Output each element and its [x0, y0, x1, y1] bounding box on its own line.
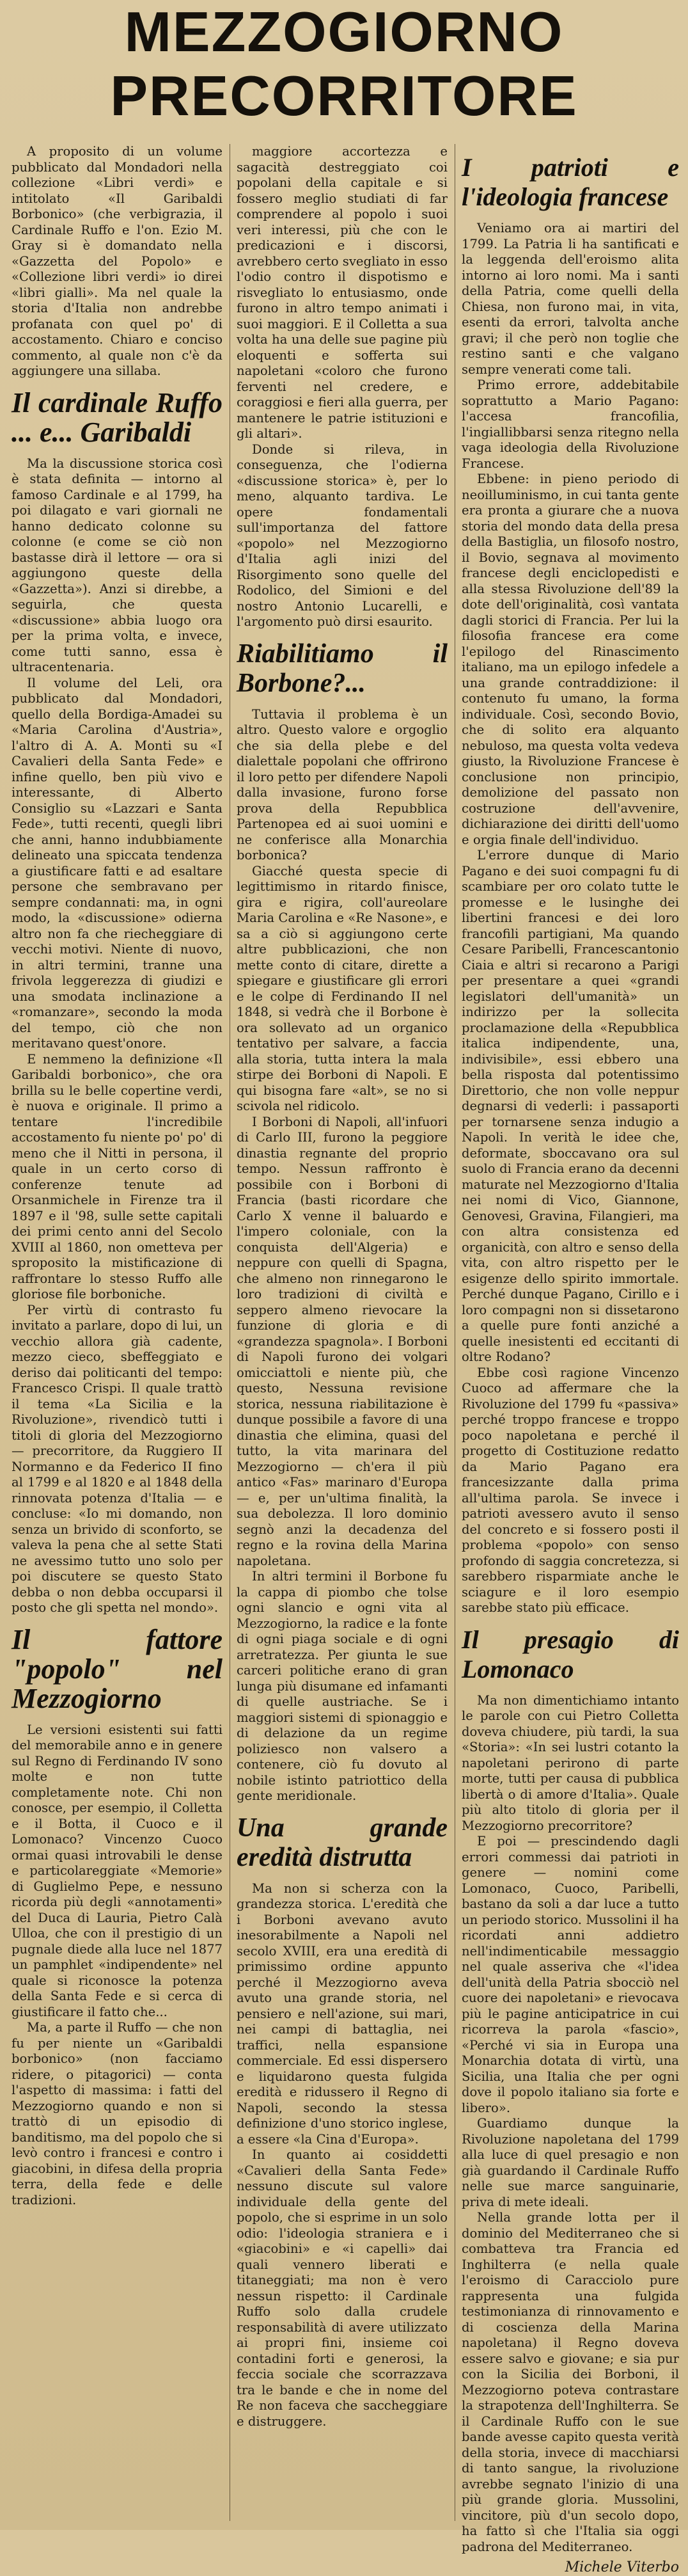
paragraph: Guardiamo dunque la Rivoluzione napoletana del 1799 alla luce di quel presagio e non già guardando il Cardinale Ruffo nelle sue marce sanguinarie, priva di mete ideali.	[462, 2116, 679, 2209]
paragraph: E poi — prescindendo dagli errori commessi dai patrioti in genere — nomini come Lomonaco, Cuoco, Paribelli, bastano da soli a dar luce a tutto un periodo storico. Mussolini il ha ricordati anni addietro nell'indimenticabile messaggio nel quale asseriva che «l'idea dell'unità della Patria sbocciò nel cuore dei napoletani» e rievocava più le pagine anticipatrice in cui ricorreva la parola «fascio», «Perché vi sia in Europa una Monarchia dotata di virtù, una Sicilia, una Italia che per ogni dove il popolo italiano sia forte e libero».	[462, 1834, 679, 2115]
paragraph: Le versioni esistenti sui fatti del memorabile anno e in genere sul Regno di Ferdinando IV sono molte e non tutte completamente note. Chi non conosce, per esempio, il Colletta e il Botta, il Cuoco e il Lomonaco? Vincenzo Cuoco ormai quasi introvabili le dense e particolareggiate «Memorie» di Guglielmo Pepe, e nessuno ricorda più degli «annotamenti» del Duca di Lauria, Pietro Calà Ulloa, che con il prestigio di un pugnale diede alla luce nel 1877 un pamphlet «indipendente» nel quale si riconosce la potenza della Santa Fede e si cerca di giustificare il fatto che...	[12, 1722, 223, 2019]
subheading: Il fattore "popolo" nel Mezzogiorno	[12, 1623, 223, 1714]
subheading: Il cardinale Ruffo ... e... Garibaldi	[12, 386, 223, 448]
paragraph: Per virtù di contrasto fu invitato a parlare, dopo di lui, un vecchio allora già cadente, mezzo cieco, sbeffeggiato e deriso dai politicanti del tempo: Francesco Crispi. Il quale trattò il tema «La Sicilia e la Rivoluzione», rivendicò tutti i titoli di gloria del Mezzogiorno — precorritore, da Ruggiero II Normanno e da Federico II fino al 1799 e al 1820 e al 1848 della rinnovata potenza d'Italia — e concluse: «Io mi domando, non senza un brivido di sconforto, se valeva la pena che al sette Stati ne avessimo tutto uno solo per poi discutere se questo Stato debba o non debba occuparsi il posto che gli spetta nel mondo».	[12, 1302, 223, 1615]
paragraph: Ma, a parte il Ruffo — che non fu per niente un «Garibaldi borbonico» (non facciamo ridere, o pitagorici) — conta l'aspetto di massima: i fatti del Mezzogiorno quando e non si trattò di un episodio di banditismo, ma del popolo che si levò contro i francesi e contro i giacobini, in difesa della propria terra, della fede e delle tradizioni.	[12, 2020, 223, 2207]
paragraph: Veniamo ora ai martiri del 1799. La Patria li ha santificati e la leggenda dell'eroismo alita intorno ai loro nomi. Ma i santi della Patria, come quelli della Chiesa, non furono mai, in vita, esenti da errori, talvolta anche gravi; il che però non toglie che restino santi e che valgano sempre venerati come tali.	[462, 221, 679, 377]
paragraph: In altri termini il Borbone fu la cappa di piombo che tolse ogni slancio e ogni vita al Mezzogiorno, la radice e la fonte di ogni piaga sociale e di ogni arretratezza. Per giunta le sue carceri politiche erano di gran lunga più disumane ed infamanti di quelle austriache. Se i maggiori sistemi di spionaggio e di delazione da un regime poliziesco non valsero a contenere, ciò fu dovuto al nobile istinto patriottico della gente meridionale.	[237, 1569, 448, 1803]
paragraph: Ma la discussione storica così è stata definita — intorno al famoso Cardinale e al 1799, ha poi dilagato e vari giornali ne hanno dedicato colonne su colonne (e come se ciò non bastasse dirà il lettore — ora si aggiungono queste della «Gazzetta»). Anzi si direbbe, a seguirla, che questa «discussione» abbia luogo ora per la prima volta, e invece, come tutti sanno, essa è ultracentenaria.	[12, 456, 223, 674]
subheading: Riabilitiamo il Borbone?...	[237, 639, 448, 698]
paragraph: Ma non si scherza con la grandezza storica. L'eredità che i Borboni avevano avuto inesorabilmente a Napoli nel secolo XVIII, era una eredità di primissimo ordine appunto perché il Mezzogiorno aveva avuto una grande storia, nel pensiero e nell'azione, sui mari, nei campi di battaglia, nei traffici, nella espansione commerciale. Ed essi dispersero e liquidarono questa fulgida eredità e ridussero il Regno di Napoli, secondo la stessa definizione d'uno storico inglese, a essere «la Cina d'Europa».	[237, 1880, 448, 2147]
paragraph: E nemmeno la definizione «Il Garibaldi borbonico», che ora brilla su le belle copertine verdi, è nuova e originale. Il primo a tentare l'incredibile accostamento fu niente po' po' di meno che il Nitti in persona, il quale in un certo corso di conferenze tenute ad Orsanmichele in Firenze tra il 1897 e il '98, sulle sette capitali dei primi cento anni del Secolo XVIII al 1860, non ometteva per sproposito la mistificazione di raffrontare lo stesso Ruffo alle gloriose file borboniche.	[12, 1051, 223, 1301]
paragraph: L'errore dunque di Mario Pagano e dei suoi compagni fu di scambiare per oro colato tutte le promesse e le lusinghe dei libertini francesi e dei loro francofili partigiani, Ma quando Cesare Paribelli, Francescantonio Ciaia e altri si recarono a Parigi per presentare a quei «grandi legislatori dell'umanità» un indirizzo per la sollecita proclamazione della «Repubblica italica indipendente, una, indivisibile», essi ebbero una bella risposta dal potentissimo Direttorio, che non volle neppur degnarsi di vederli: i passaporti per tornarsene senza indugio a Napoli. In verità le idee che, deformate, sboccavano ora sul suolo di Francia erano da decenni maturate nel Mezzogiorno d'Italia nei nomi di Vico, Giannone, Genovesi, Gravina, Filangieri, ma con altra consistenza ed organicità, con altro e senso della vita, con altro rispetto per le esigenze dello spirito immortale. Perché dunque Pagano, Cirillo e i loro compagni non si dissetarono a quelle pure fonti anziché a quelle inesistenti ed eccitanti di oltre Rodano?	[462, 848, 679, 1364]
paragraph: Ebbene: in pieno periodo di neoilluminismo, in cui tanta gente era pronta a giurare che a nuova storia del mondo data della presa della Bastiglia, un filosofo nostro, il Bovio, segnava al movimento francese degli enciclopedisti e alla stessa Rivoluzione dell'89 la dote dell'originalità, così vantata dagli storici di Francia. Per lui la filosofia francese era come l'epilogo del Rinascimento italiano, ma un epilogo infedele a una grande contraddizione: il contenuto fu umano, la forma individuale. Così, secondo Bovio, che di solito era alquanto nebuloso, ma questa volta vedeva giusto, la Rivoluzione Francese è conclusione non principio, demolizione del passato non costruzione dell'avvenire, dichiarazione dei diritti dell'uomo e orgia finale dell'individuo.	[462, 472, 679, 847]
paragraph: Giacché questa specie di legittimismo in ritardo finisce, gira e rigira, coll'aureolare Maria Carolina e «Re Nasone», e sa a ciò si aggiungono certe altre pubblicazioni, che non mette conto di citare, dirette a spiegare e giustificare gli errori e le colpe di Ferdinando II nel 1848, si vedrà che il Borbone è ora sollevato ad un organico tentativo per salvare, a faccia alla storia, tutta intera la mala stirpe dei Borboni di Napoli. E qui bisogna fare «alt», se no si scivola nel ridicolo.	[237, 863, 448, 1113]
paragraph: Il volume del Leli, ora pubblicato dal Mondadori, quello della Bordiga-Amadei su «Maria Carolina d'Austria», l'altro di A. A. Monti su «I Cavalieri della Santa Fede» e infine quello, ben più vivo e interessante, di Alberto Consiglio su «Lazzari e Santa Fede», tutti recenti, quegli libri che anni, hanno indubbiamente delineato una spiccata tendenza a giustificare fatti e ad esaltare persone che sembravano per sempre condannati: ma, in ogni modo, la «discussione» odierna altro non fa che riecheggiare di vecchi motivi. Niente di nuovo, in altri termini, tranne una frivola leggerezza di giudizi e una smodata inclinazione a «romanzare», secondo la moda del tempo, ciò che non meritavano quest'onore.	[12, 675, 223, 1051]
paragraph: A proposito di un volume pubblicato dal Mondadori nella collezione «Libri verdi» e intitolato «Il Garibaldi Borbonico» (che verbigrazia, il Cardinale Ruffo e l'on. Ezio M. Gray si è domandato nella «Gazzetta del Popolo» e «Collezione libri verdi» io direi «libri gialli». Ma nel quale la storia d'Italia non andrebbe profanata con quel po' di accostamento. Chiaro e conciso commento, al quale non c'è da aggiungere una sillaba.	[12, 144, 223, 378]
column-1	[12, 144, 223, 2521]
paragraph: I Borboni di Napoli, all'infuori di Carlo III, furono la peggiore dinastia regnante del proprio tempo. Nessun raffronto è possibile con i Borboni di Francia (basti ricordare che Carlo X venne il baluardo e l'impero coloniale, con la conquista dell'Algeria) e neppure con quelli di Spagna, che almeno non rinnegarono le loro tradizioni di civiltà e seppero almeno rievocare la funzione di gloria e di «grandezza spagnola». I Borboni di Napoli furono dei volgari omicciattoli e niente più, che questo, Nessuna revisione storica, nessuna riabilitazione è dunque possibile a favore di una dinastia che elimina, quasi del tutto, la vita marinara del Mezzogiorno — ch'era il più antico «Fas» marinaro d'Europa — e, per un'ultima finalità, la sua debolezza. Il loro dominio segnò anzi la decadenza del regno e la rovina della Marina napoletana.	[237, 1114, 448, 1568]
column-3	[462, 144, 679, 2575]
paragraph: Primo errore, addebitabile soprattutto a Mario Pagano: l'accesa francofilia, l'ingiallibbarsi senza ritegno nella vaga ideologia della Rivoluzione Francese.	[462, 378, 679, 471]
subheading: Una grande eredità distrutta	[237, 1813, 448, 1872]
paragraph: maggiore accortezza e sagacità destreggiato coi popolani della capitale e si fossero meglio studiati di far comprendere al popolo i suoi veri interessi, più che con le predicazioni e i discorsi, avrebbero certo svegliato in esso l'odio contro il dispotismo e risvegliato lo entusiasmo, onde furono in altro tempo animati i suoi maggiori. E il Colletta a sua volta ha una delle sue pagine più eloquenti e sofferta sui napoletani «coloro che furono ferventi nel credere, e coraggiosi e fieri alla guerra, per mantenere le patrie istituzioni e gli altari».	[237, 144, 448, 441]
article-masthead	[0, 0, 688, 141]
paragraph: Nella grande lotta per il dominio del Mediterraneo che si combatteva tra Francia ed Inghilterra (e nella quale l'eroismo di Caracciolo pure rappresenta una fulgida testimonianza di rinnovamento e di coscienza della Marina napoletana) il Regno doveva essere salvo e giovane; e sia pur con la Sicilia dei Borboni, il Mezzogiorno poteva contrastare la strapotenza dell'Inghilterra. Se il Cardinale Ruffo con le sue bande avesse capito questa verità della storia, invece di macchiarsi di tanto sangue, la rivoluzione avrebbe segnato l'inizio di una più grande gloria. Mussolini, vincitore, più d'un secolo dopo, ha fatto sì che l'Italia sia oggi padrona del Mediterraneo.	[462, 2210, 679, 2554]
column-2	[237, 144, 448, 2521]
paragraph: Tuttavia il problema è un altro. Questo valore e orgoglio che sia della plebe e del dialettale popolani che offrirono il loro petto per difendere Napoli dalla invasione, furono forse prova della Repubblica Partenopea ed ai suoi uomini e ne conferisce alla Monarchia borbonica?	[237, 706, 448, 863]
subheading: I patrioti e l'ideologia francese	[462, 153, 679, 211]
paragraph: Ebbe così ragione Vincenzo Cuoco ad affermare che la Rivoluzione del 1799 fu «passiva» perché troppo francese e troppo poco napoletana e perché il progetto di Costituzione redatto da Mario Pagano era francesizzante dalla prima all'ultima parola. Se invece i patrioti avessero avuto il senso del concreto e si fossero posti il problema «popolo» con senso profondo di saggia concretezza, si sarebbero risparmiate anche le sciagure e il loro esempio sarebbe stato più efficace.	[462, 1365, 679, 1615]
paragraph: Donde si rileva, in conseguenza, che l'odierna «discussione storica» è, per lo meno, alquanto tardiva. Le opere fondamentali sull'importanza del fattore «popolo» nel Mezzogiorno d'Italia agli inizi del Risorgimento sono quelle del Rodolico, del Simioni e del nostro Antonio Lucarelli, e l'argomento può dirsi esaurito.	[237, 441, 448, 629]
paragraph: Ma non dimentichiamo intanto le parole con cui Pietro Colletta doveva chiudere, più tardi, la sua «Storia»: «In sei lustri cotanto la napoletani perirono di parte morte, tutti per causa di pubblica libertà o di amore d'Italia». Quale più alto titolo di gloria per il Mezzogiorno precorritore?	[462, 1692, 679, 1833]
headline-line-1: MEZZOGIORNO	[124, 0, 564, 63]
paragraph: In quanto ai cosiddetti «Cavalieri della Santa Fede» nessuno discute sul valore individuale della gente del popolo, che si esprime in un solo odio: l'ideologia straniera e i «giacobini» e «i capelli» dai quali vennero liberati e titaneggiati; ma non è vero nessun rispetto: il Cardinale Ruffo solo dalla crudele responsabilità di avere utilizzato ai propri fini, insieme coi contadini forti e generosi, la feccia sociale che scorrazzava tra le bande e che in nome del Re non faceva che saccheggiare e distruggere.	[237, 2147, 448, 2429]
headline-line-2: PRECORRITORE	[110, 64, 578, 127]
subheading: Il presagio di Lomonaco	[462, 1625, 679, 1683]
author-signature: Michele Viterbo	[565, 2559, 679, 2575]
